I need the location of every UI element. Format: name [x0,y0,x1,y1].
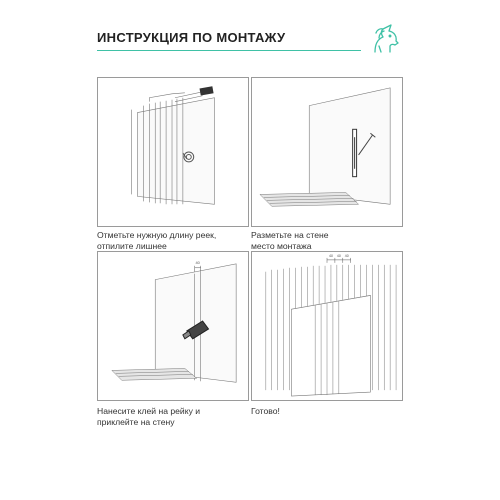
unicorn-logo-icon [369,22,403,56]
panel-4-dimension-label-2: 40 [336,253,341,258]
step-4-caption: Готово! [251,406,280,416]
title-underline [97,50,361,51]
step-1-caption: Отметьте нужную длину реек, отпилите лишнее [97,230,217,251]
panel-4-dimension-label-3: 40 [344,253,349,258]
panel-3-dimension-label: 40 [195,259,200,265]
step-2-caption: Разметьте на стене место монтажа [251,230,329,251]
panel-4-dimension-label-1: 40 [328,253,333,258]
step-3-panel [97,251,249,401]
page-title: ИНСТРУКЦИЯ ПО МОНТАЖУ [97,30,286,45]
step-4-panel [251,251,403,401]
step-2-panel [251,77,403,227]
step-3-caption: Нанесите клей на рейку и приклейте на стену [97,406,201,427]
step-1-panel [97,77,249,227]
